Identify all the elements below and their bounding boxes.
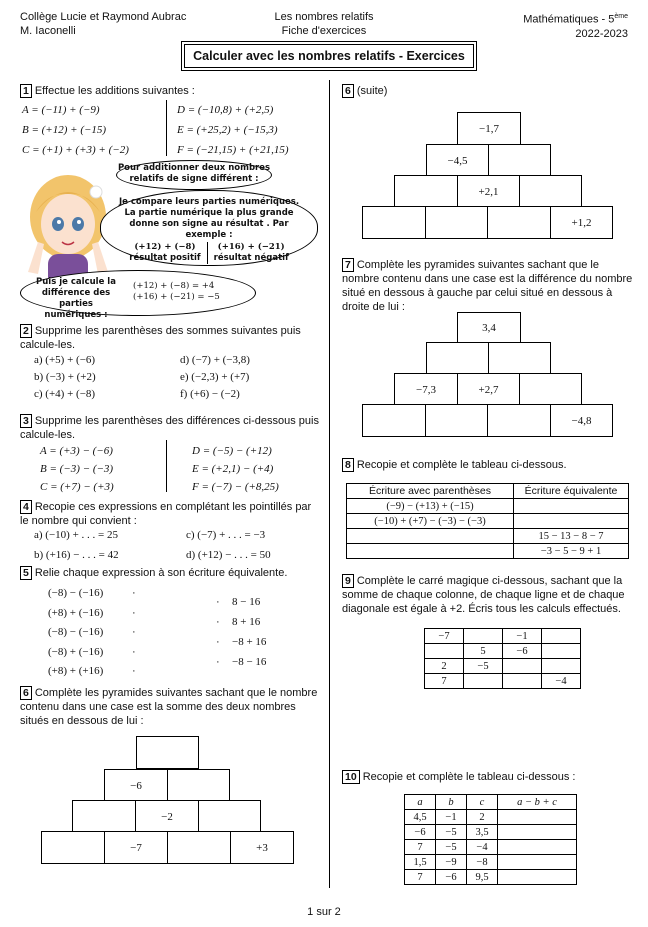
table-row: 5 −6: [425, 644, 581, 659]
ex6b-label: 6 (suite): [342, 84, 387, 98]
pyramid-cell[interactable]: −6: [104, 769, 168, 801]
pyramid-cell[interactable]: [198, 800, 261, 832]
pyramid-cell[interactable]: [362, 206, 426, 239]
magic-square: [424, 628, 581, 689]
ex10-table: a b c a − b + c 4,5 −1 2 −6 −5 3,5 7 −5 −4 1,5 −9 −8 7 −6 9,5: [404, 794, 577, 885]
table-row: 2 −5: [425, 659, 581, 674]
ex7-prompt: 7 Complète les pyramides suivantes sachant que le nombre contenu dans une case est la différence du nombre situé en dessous à gauche par celui situé en dessous à droite de lui :: [342, 259, 633, 313]
table-row: 15 − 13 − 8 − 7: [347, 529, 629, 544]
table-row: 1,5 −9 −8: [405, 855, 577, 870]
pyramid-cell[interactable]: [394, 175, 458, 207]
ex5-prompt: 5 Relie chaque expression à son écriture équivalente.: [20, 566, 287, 580]
pyramid-cell[interactable]: −1,7: [457, 112, 521, 145]
ex4-item-c: c) (−7) + . . . = −3: [186, 529, 266, 541]
pyramid-cell[interactable]: [167, 831, 231, 864]
ex9-prompt: 9 Complète le carré magique ci-dessous, sachant que la somme de chaque colonne, de chaque ligne et de chaque diagonale est égale à +2. Écris tous les calculs effectués.: [342, 575, 625, 615]
pyramid-cell[interactable]: [41, 831, 105, 864]
ex5-left-dots[interactable]: · · · · ·: [132, 587, 136, 677]
pyramid-cell[interactable]: −7,3: [394, 373, 458, 405]
ex5-right: 8 − 16 8 + 16 −8 + 16 −8 − 16: [232, 596, 267, 668]
column-divider: [329, 80, 330, 888]
pyramid-cell[interactable]: +2,1: [457, 175, 520, 207]
school-name: Collège Lucie et Raymond Aubrac: [20, 11, 187, 23]
header-right: [523, 10, 628, 41]
table-row: −7 −1: [425, 629, 581, 644]
pyramid-cell[interactable]: [167, 769, 230, 801]
pyramid-cell[interactable]: −7: [104, 831, 168, 864]
ex4-prompt: 4 Recopie ces expressions en complétant les pointillés par le nombre qui convient :: [20, 501, 312, 527]
pyramid-cell[interactable]: [519, 373, 582, 405]
ex3-divider: [166, 440, 167, 492]
pyramid-cell[interactable]: [136, 736, 199, 769]
ex5-right-dots[interactable]: · · · ·: [216, 596, 220, 668]
page-title: Calculer avec les nombres relatifs - Exercices: [184, 44, 474, 68]
ex8-header: Écriture avec parenthèses: [347, 484, 514, 499]
table-row: 7 −6 9,5: [405, 870, 577, 885]
doc-type: Fiche d'exercices: [281, 25, 367, 37]
ex4-item-d: d) (+12) − . . . = 50: [186, 549, 271, 561]
ex5-left: (−8) − (−16) (+8) + (−16) (−8) − (−16) (−8) + (−16) (+8) + (+16): [48, 587, 104, 677]
teacher-name: M. Iaconelli: [20, 25, 76, 37]
pyramid-cell[interactable]: −4,5: [426, 144, 489, 176]
ex4-item-a: a) (−10) + . . . = 25: [34, 529, 118, 541]
pyramid-cell[interactable]: −4,8: [550, 404, 613, 437]
ex2-prompt: 2 Supprime les parenthèses des sommes suivantes puis calcule-les.: [20, 325, 301, 351]
pyramid-cell[interactable]: +3: [230, 831, 294, 864]
ex8-prompt: 8 Recopie et complète le tableau ci-dessous.: [342, 458, 567, 472]
table-row: 4,5 −1 2: [405, 810, 577, 825]
ex3-left: A = (+3) − (−6) B = (−3) − (−3) C = (+7) − (+3): [40, 445, 114, 493]
ex3-prompt: 3 Supprime les parenthèses des différences ci-dessous puis calcule-les.: [20, 415, 319, 441]
pyramid-cell[interactable]: [425, 206, 488, 239]
ex1-prompt: 1 Effectue les additions suivantes :: [20, 84, 195, 98]
bubble-compare: Je compare leurs parties numériques. La partie numérique la plus grande donne son signe au résultat . Par exemple : (+12) + (−8) résultat positif (+16) + (−21) résultat négatif: [100, 190, 318, 266]
table-row: (−9) − (+13) + (−15): [347, 499, 629, 514]
pyramid-cell[interactable]: −2: [135, 800, 199, 832]
pyramid-cell[interactable]: [488, 342, 551, 374]
topic: Les nombres relatifs: [274, 11, 374, 23]
pyramid-cell[interactable]: 3,4: [457, 312, 521, 343]
ex10-prompt: 10 Recopie et complète le tableau ci-dessous :: [342, 770, 575, 784]
table-row: −3 − 5 − 9 + 1: [347, 544, 629, 559]
ex1-divider: [166, 100, 167, 156]
table-row: (−10) + (+7) − (−3) − (−3): [347, 514, 629, 529]
pyramid-cell[interactable]: +2,7: [457, 373, 520, 405]
school-year: 2022-2023: [575, 27, 628, 40]
page-number: 1 sur 2: [307, 906, 341, 918]
ex2-right: d) (−7) + (−3,8) e) (−2,3) + (+7) f) (+6) − (−2): [180, 354, 250, 400]
bubble-rule: Pour additionner deux nombres relatifs de signe différent :: [116, 160, 272, 190]
pyramid-cell[interactable]: [72, 800, 136, 832]
ex2-left: a) (+5) + (−6) b) (−3) + (+2) c) (+4) + (−8): [34, 354, 96, 400]
pyramid-cell[interactable]: [425, 404, 488, 437]
table-row: 7 −5 −4: [405, 840, 577, 855]
ex6-prompt: 6 Complète les pyramides suivantes sachant que le nombre contenu dans une case est la somme des deux nombres situés en dessous de lui :: [20, 687, 318, 727]
ex1-left: A = (−11) + (−9) B = (+12) + (−15) C = (+1) + (+3) + (−2): [22, 104, 129, 156]
ex4-item-b: b) (+16) − . . . = 42: [34, 549, 119, 561]
pyramid-cell[interactable]: [487, 206, 551, 239]
pyramid-cell[interactable]: +1,2: [550, 206, 613, 239]
pyramid-cell[interactable]: [362, 404, 426, 437]
ex8-table: [346, 483, 629, 559]
bubble-difference: Puis je calcule la différence des parties numériques : (+12) + (−8) = +4 (+16) + (−21) = −5: [20, 270, 256, 316]
pyramid-cell[interactable]: [426, 342, 489, 374]
table-row: 7 −4: [425, 674, 581, 689]
pyramid-cell[interactable]: [487, 404, 551, 437]
ex1-right: D = (−10,8) + (+2,5) E = (+25,2) + (−15,3) F = (−21,15) + (+21,15): [177, 104, 289, 156]
ex8-header: Écriture équivalente: [514, 484, 629, 499]
table-row: −6 −5 3,5: [405, 825, 577, 840]
pyramid-cell[interactable]: [519, 175, 582, 207]
pyramid-cell[interactable]: [488, 144, 551, 176]
ex3-right: D = (−5) − (+12) E = (+2,1) − (+4) F = (−7) − (+8,25): [192, 445, 279, 493]
subject: Mathématiques - 5ème: [523, 13, 628, 26]
